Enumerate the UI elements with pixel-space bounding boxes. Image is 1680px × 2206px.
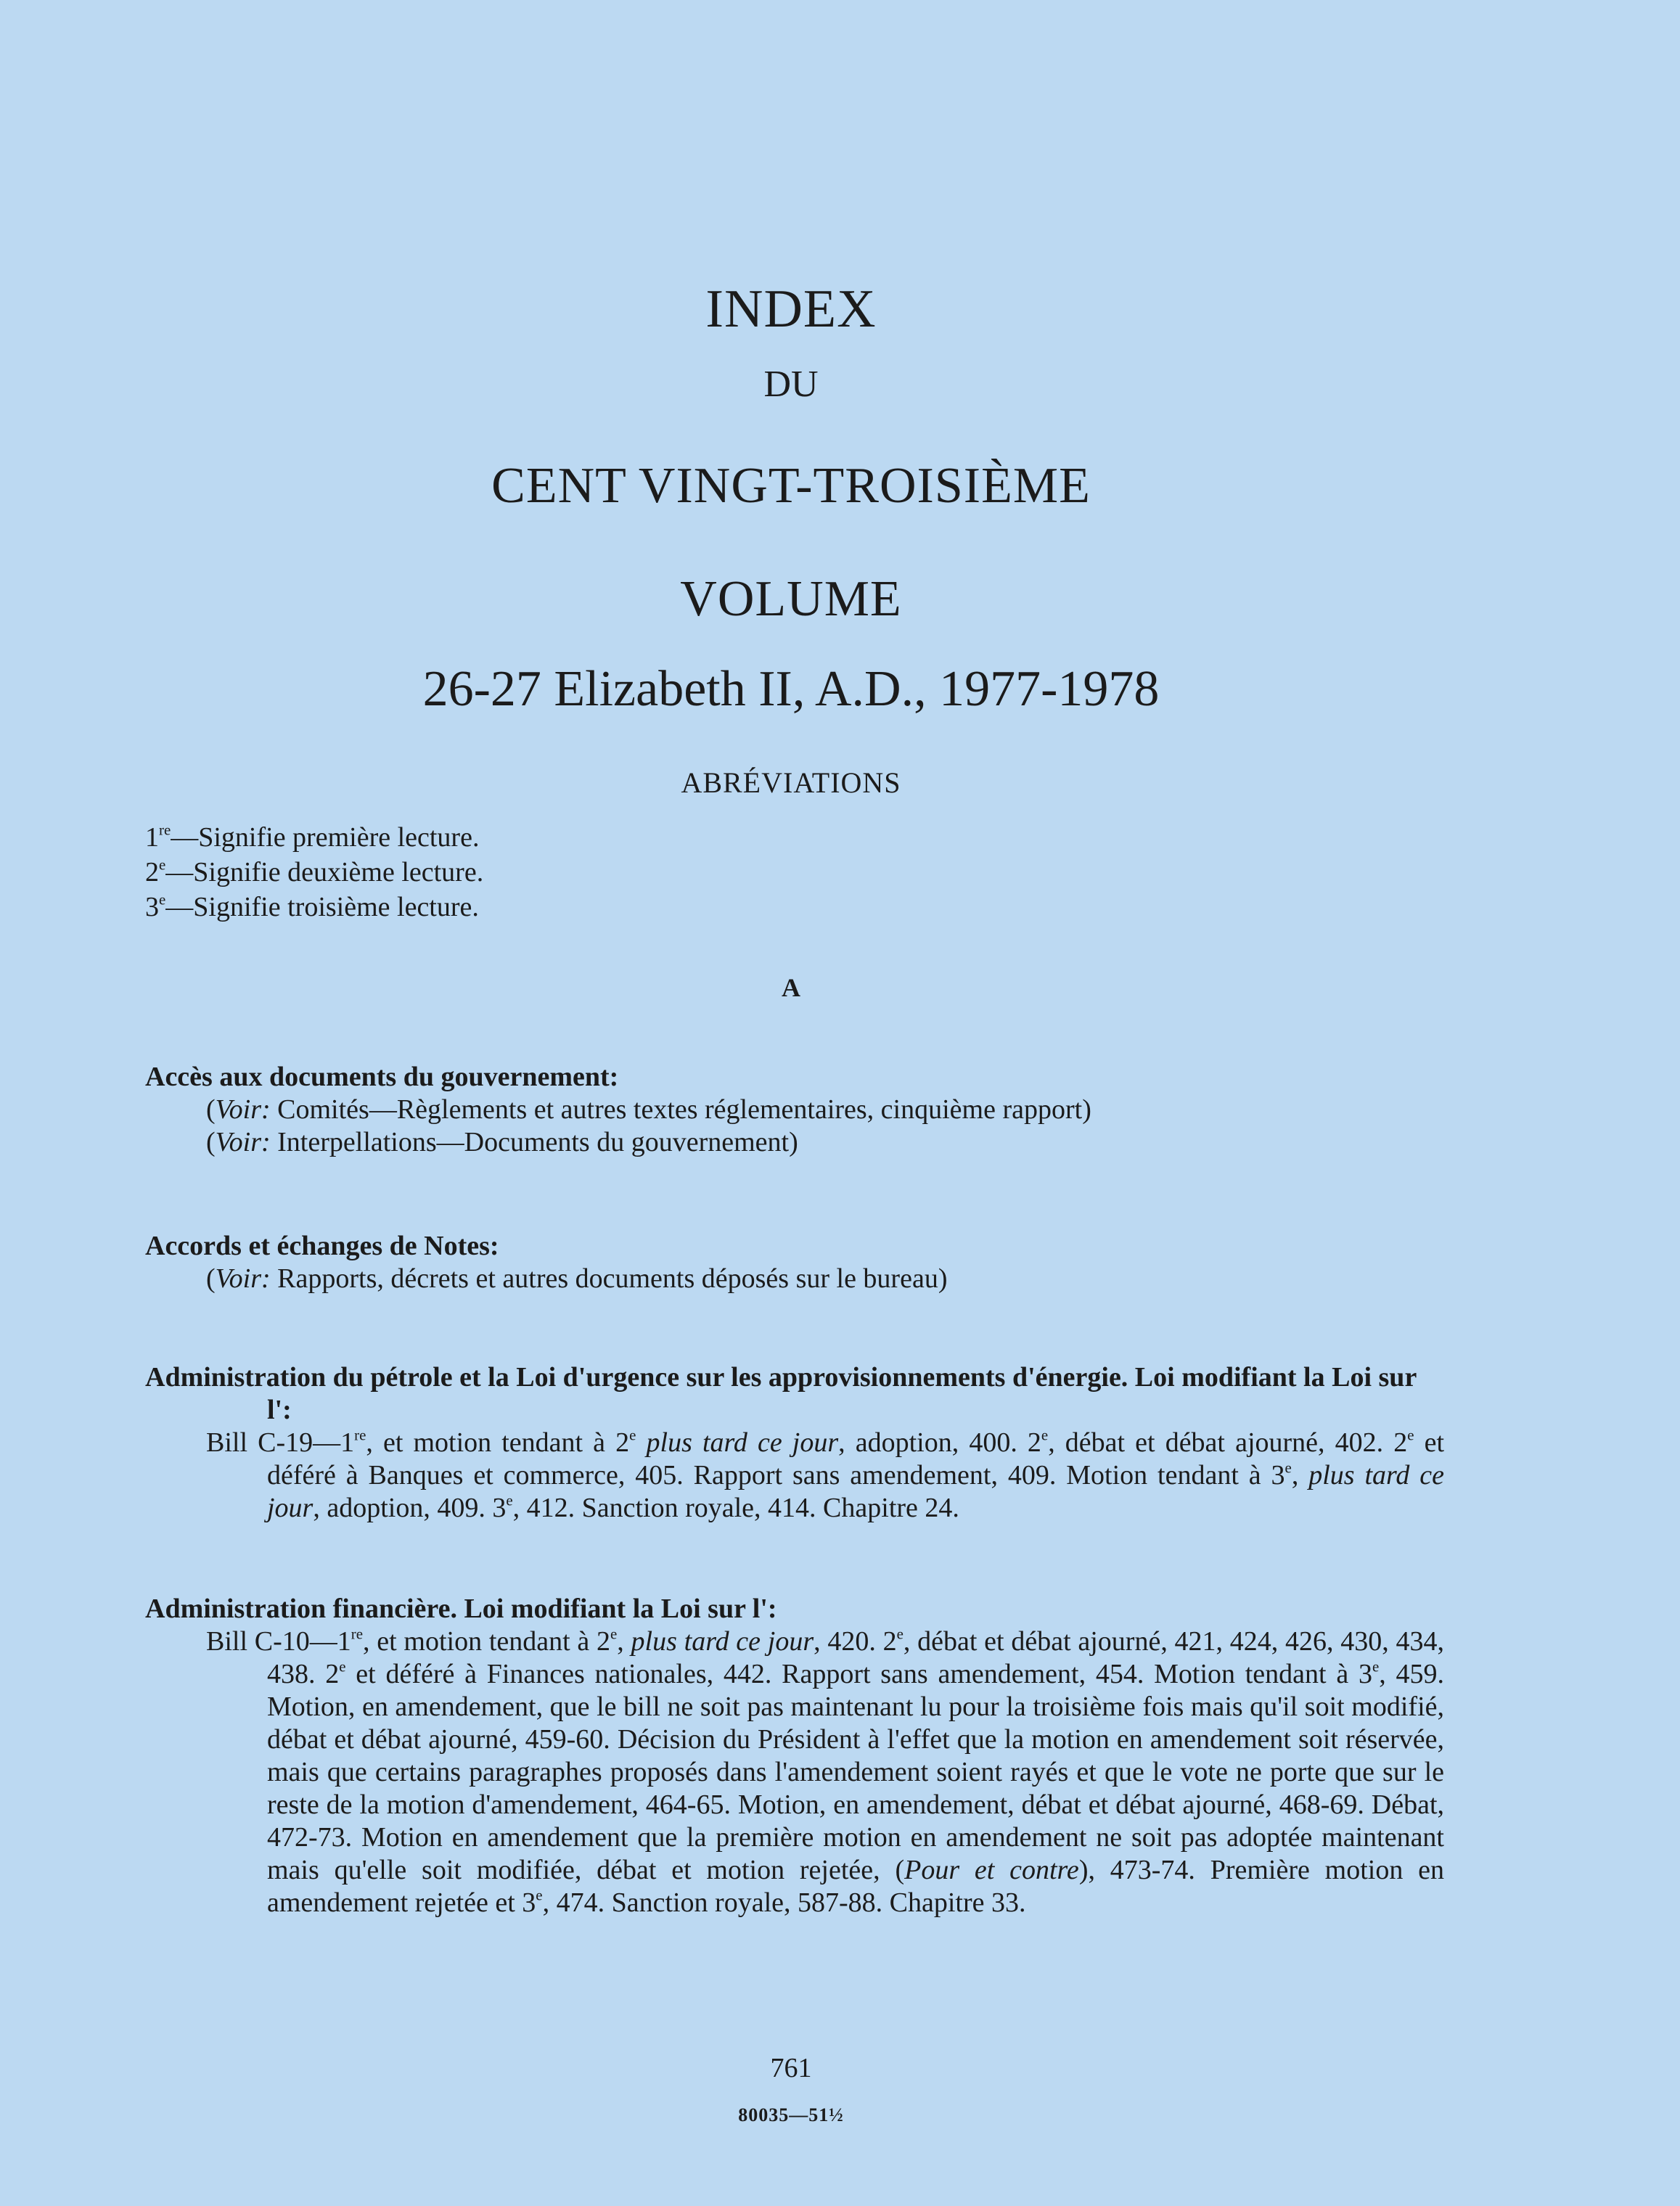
abbreviation-superscript: re — [159, 821, 171, 839]
bill-superscript: e — [339, 1657, 346, 1676]
bill-text: , — [1291, 1460, 1309, 1491]
abbreviation-superscript: e — [159, 856, 166, 874]
bill-superscript: e — [1407, 1426, 1414, 1444]
bill-text: , — [617, 1626, 631, 1657]
index-entry-petrole — [145, 1361, 1444, 1525]
bill-text: , 420. 2 — [814, 1626, 897, 1657]
entry-heading: Accords et échanges de Notes: — [145, 1231, 499, 1261]
title-cent-vingt-troisieme: CENT VINGT-TROISIÈME — [491, 458, 1091, 514]
bill-text: , 412. Sanction royale, 414. Chapitre 24. — [512, 1493, 959, 1523]
bill-text: , 474. Sanction royale, 587-88. Chapitre 33. — [542, 1887, 1026, 1918]
print-code: 80035—51½ — [738, 2104, 844, 2125]
abbreviation-text: —Signifie troisième lecture. — [165, 892, 479, 922]
abbreviation-number: 2 — [145, 857, 159, 887]
abbreviation-text: —Signifie deuxième lecture. — [165, 857, 484, 887]
bill-superscript: e — [610, 1625, 618, 1643]
title-index: INDEX — [705, 279, 877, 339]
entry-heading: Administration financière. Loi modifiant la Loi sur l': — [145, 1594, 777, 1624]
bill-text: , débat et débat ajourné, 402. 2 — [1048, 1427, 1408, 1458]
abbreviations-heading: ABRÉVIATIONS — [681, 766, 901, 799]
bill-text: , 459. Motion, en amendement, que le bill ne soit pas maintenant lu pour la troisième fois mais qu'il soit modifié, débat et débat ajourné, 459-60. Décision du Président à l'effet que la motion en amendement soit réservée, mais que certains paragraphes proposés dans l'amendement soient rayés et que le vote ne porte que sur le reste de la motion d'amendement, 464-65. Motion, en amendement, débat et débat ajourné, 468-69. Débat, 472-73. Motion en amendement que la première motion en amendement ne soit pas adoptée maintenant mais qu'elle soit modifiée, débat et motion rejetée, ( — [267, 1659, 1444, 1885]
cross-reference-text: Rapports, décrets et autres documents déposés sur le bureau) — [277, 1263, 948, 1294]
voir-label: Voir: — [215, 1263, 271, 1294]
bill-text: , adoption, 400. 2 — [838, 1427, 1041, 1458]
abbreviation-text: —Signifie première lecture. — [171, 822, 480, 853]
title-reign-years: 26-27 Elizabeth II, A.D., 1977-1978 — [422, 661, 1160, 717]
abbreviation-item — [145, 855, 483, 890]
bill-superscript: e — [1041, 1426, 1049, 1444]
bill-italic: plus tard ce jour — [631, 1626, 814, 1657]
bill-superscript: e — [896, 1625, 903, 1643]
bill-superscript: e — [536, 1886, 543, 1904]
bill-text: Bill C-19—1 — [206, 1427, 355, 1458]
bill-superscript: re — [354, 1426, 366, 1444]
bill-italic: plus tard ce jour — [646, 1427, 839, 1458]
bill-text: , débat et débat ajourné, 421, 424, 426, 430, 434, 438. 2 — [267, 1626, 1445, 1689]
bill-superscript: e — [1372, 1657, 1380, 1676]
title-volume: VOLUME — [680, 571, 902, 627]
bill-superscript: e — [629, 1426, 636, 1444]
abbreviation-item — [145, 820, 483, 855]
index-entry-financiere — [145, 1593, 1444, 1919]
bill-text: , et motion tendant à 2 — [366, 1427, 630, 1458]
voir-label: Voir: — [215, 1094, 271, 1125]
abbreviations-list — [145, 820, 483, 924]
bill-italic: Pour et contre — [904, 1855, 1079, 1885]
cross-reference-text: Interpellations—Documents du gouvernement) — [277, 1127, 798, 1157]
entry-cross-reference: (Voir: Comités—Règlements et autres textes réglementaires, cinquième rapport) — [206, 1094, 1091, 1125]
index-entry-acces — [145, 1061, 1444, 1159]
title-du: DU — [763, 364, 819, 405]
voir-label: Voir: — [215, 1127, 271, 1157]
abbreviation-item — [145, 890, 483, 924]
entry-heading: Accès aux documents du gouvernement: — [145, 1062, 619, 1092]
bill-superscript: re — [351, 1625, 363, 1643]
section-letter: A — [782, 973, 800, 1002]
bill-text: ), 473-74. Première motion en amendement rejetée et 3 — [267, 1855, 1445, 1918]
bill-text: , adoption, 409. 3 — [313, 1493, 507, 1523]
entry-heading: Administration du pétrole et la Loi d'urgence sur les approvisionnements d'énergie. Loi modifiant la Loi sur l': — [145, 1362, 1417, 1425]
bill-italic: plus tard ce jour — [267, 1460, 1445, 1523]
cross-reference-text: Comités—Règlements et autres textes réglementaires, cinquième rapport) — [277, 1094, 1091, 1125]
bill-superscript: e — [506, 1491, 513, 1509]
bill-history — [145, 1427, 1444, 1525]
page-number: 761 — [770, 2053, 812, 2083]
abbreviation-superscript: e — [159, 890, 166, 909]
index-entry-accords — [145, 1230, 1444, 1295]
bill-text: , et motion tendant à 2 — [363, 1626, 611, 1657]
bill-text: et déféré à Finances nationales, 442. Rapport sans amendement, 454. Motion tendant à 3 — [345, 1659, 1372, 1689]
abbreviation-number: 1 — [145, 822, 159, 853]
bill-text: Bill C-10—1 — [206, 1626, 351, 1657]
bill-text: et déféré à Banques et commerce, 405. Rapport sans amendement, 409. Motion tendant à 3 — [267, 1427, 1445, 1491]
bill-superscript: e — [1284, 1459, 1292, 1477]
abbreviation-number: 3 — [145, 892, 159, 922]
bill-history — [145, 1625, 1444, 1919]
entry-cross-reference: (Voir: Interpellations—Documents du gouvernement) — [206, 1127, 798, 1157]
entry-cross-reference: (Voir: Rapports, décrets et autres documents déposés sur le bureau) — [206, 1263, 948, 1294]
